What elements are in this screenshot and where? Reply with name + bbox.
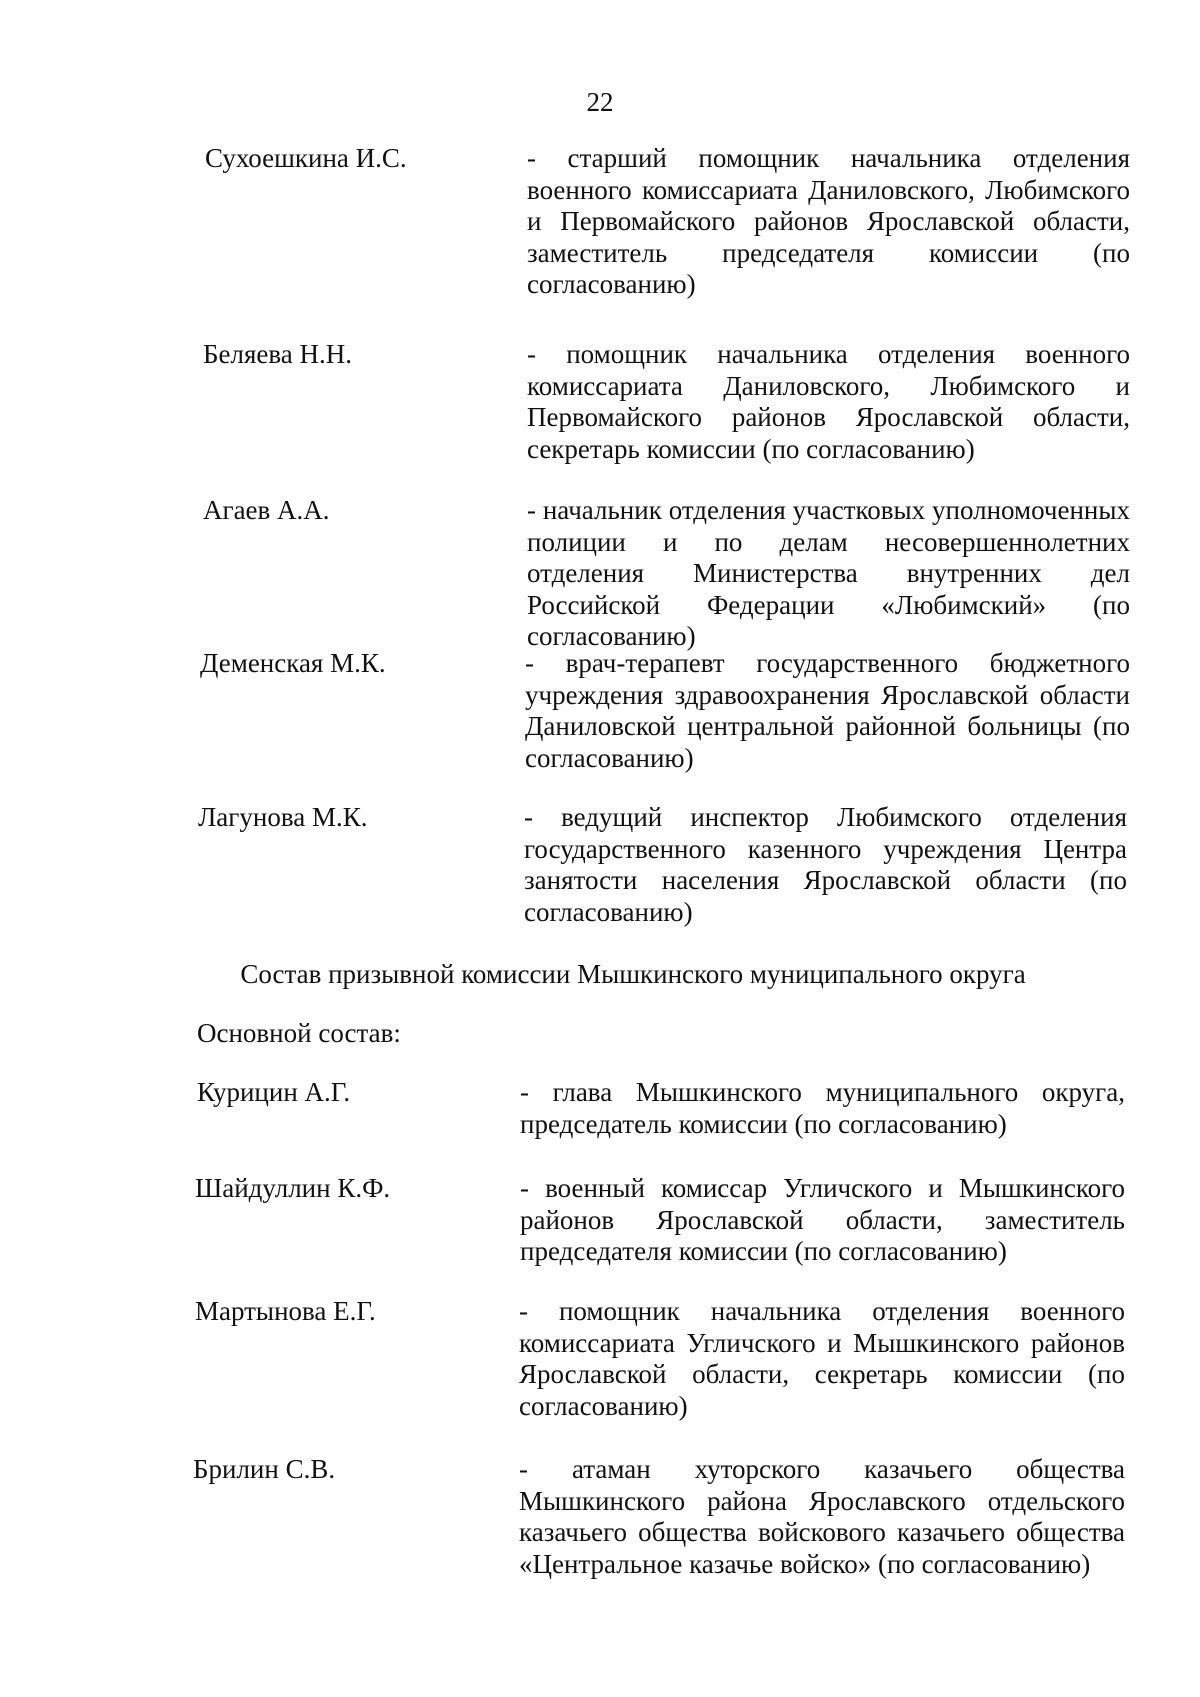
member-name: Беляева Н.Н. — [203, 339, 352, 369]
page-number: 22 — [586, 87, 614, 117]
member-description: - ведущий инспектор Любимского отделения государственного казенного учреждения Центра занятости населения Ярославской области (по согласованию) — [524, 802, 1127, 927]
member-description: - начальник отделения участковых уполномоченных полиции и по делам несовершеннолетних отделения Министерства внутренних дел Российской Федерации «Любимский» (по согласованию) — [527, 495, 1130, 651]
member-description: - военный комиссар Угличского и Мышкинского районов Ярославской области, заместитель председателя комиссии (по согласованию) — [520, 1173, 1125, 1266]
member-name: Брилин С.В. — [193, 1454, 336, 1484]
member-name: Лагунова М.К. — [198, 802, 368, 832]
member-name: Деменская М.К. — [200, 648, 386, 678]
subheading: Основной состав: — [197, 1018, 401, 1048]
member-description: - старший помощник начальника отделения военного комиссариата Даниловского, Любимского и Первомайского районов Ярославской области, заместитель председателя комиссии (по согласованию) — [527, 143, 1130, 299]
section-heading: Состав призывной комиссии Мышкинского муниципального округа — [240, 959, 1026, 989]
member-name: Курицин А.Г. — [197, 1077, 351, 1107]
member-name: Мартынова Е.Г. — [195, 1296, 376, 1326]
member-description: - врач-терапевт государственного бюджетного учреждения здравоохранения Ярославской области Даниловской центральной районной больницы (по согласованию) — [525, 648, 1130, 773]
member-description: - помощник начальника отделения военного комиссариата Даниловского, Любимского и Первомайского районов Ярославской области, секретарь комиссии (по согласованию) — [527, 339, 1130, 464]
member-name: Сухоешкина И.С. — [205, 143, 407, 173]
member-name: Шайдуллин К.Ф. — [195, 1173, 391, 1203]
member-name: Агаев А.А. — [203, 495, 330, 525]
member-description: - помощник начальника отделения военного комиссариата Угличского и Мышкинского районов Ярославской области, секретарь комиссии (по согласованию) — [519, 1296, 1125, 1421]
member-description: - глава Мышкинского муниципального округа, председатель комиссии (по согласованию) — [520, 1077, 1125, 1139]
member-description: - атаман хуторского казачьего общества Мышкинского района Ярославского отдельского казачьего общества войскового казачьего общества «Центральное казачье войско» (по согласованию) — [519, 1454, 1125, 1579]
